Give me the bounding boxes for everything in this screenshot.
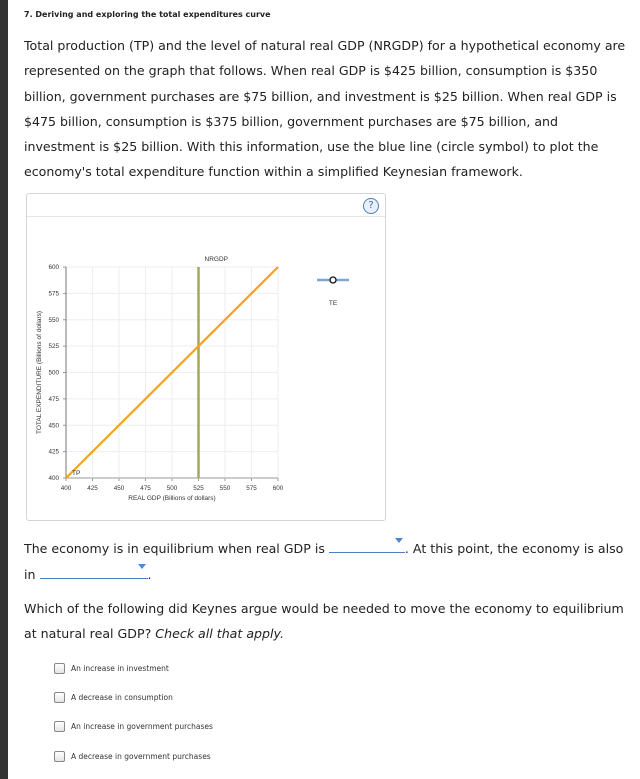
y-tick-label: 575 [48,290,59,298]
option-increase-investment[interactable] [54,663,169,674]
keynes-prompt: Which of the following did Keynes argue would be needed to move the economy to equilibrium at natural real GDP? [24,601,624,642]
x-tick-label: 425 [87,485,98,492]
keynes-instruction: Check all that apply. [155,626,285,642]
y-tick-label: 525 [48,343,59,351]
checkbox[interactable] [54,721,65,732]
option-label: An increase in investment [71,664,169,673]
x-axis-label: REAL GDP (Billions of dollars) [128,495,216,502]
y-tick-label: 600 [48,264,59,271]
te-circle-icon[interactable] [330,277,336,283]
y-tick-label: 500 [48,369,59,377]
left-sidebar-bar [0,0,8,779]
economy-state-dropdown[interactable] [40,564,148,579]
x-tick-label: 450 [113,485,125,492]
x-tick-label: 550 [219,485,231,492]
equilibrium-gdp-dropdown[interactable] [329,538,405,553]
checkbox[interactable] [54,751,65,762]
graph-panel [26,193,386,521]
y-axis-label: TOTAL EXPENDITURE (Billions of dollars) [36,310,43,435]
help-icon[interactable]: ? [363,198,379,214]
option-label: A decrease in consumption [71,693,173,702]
y-tick-label: 425 [48,448,59,456]
y-tick-label: 450 [48,422,59,430]
option-decrease-consumption[interactable] [54,692,173,703]
question-title: 7. Deriving and exploring the total expenditures curve [24,10,271,19]
equilibrium-text-3: in [24,567,36,582]
option-label: A decrease in government purchases [71,752,211,761]
option-label: An increase in government purchases [71,722,213,731]
graph-chart[interactable] [27,194,385,520]
chevron-down-icon [395,538,403,543]
chevron-down-icon [138,564,146,569]
keynes-question [24,596,634,647]
nrgdp-label: NRGDP [204,256,228,263]
equilibrium-text-2: . At this point, the economy is also [404,541,624,556]
y-tick-label: 550 [48,316,59,324]
tp-label: TP [72,470,81,477]
option-decrease-government-purchases[interactable] [54,751,211,762]
equilibrium-text-4: . [147,567,152,582]
x-tick-label: 525 [193,485,204,492]
option-increase-government-purchases[interactable] [54,721,213,732]
checkbox[interactable] [54,692,65,703]
equilibrium-question [24,536,634,588]
x-tick-label: 400 [60,485,72,492]
equilibrium-text-1: The economy is in equilibrium when real GDP is [24,541,325,556]
x-tick-label: 500 [166,485,178,492]
question-text: Total production (TP) and the level of natural real GDP (NRGDP) for a hypothetical economy are represented on the graph that follows. When real GDP is $425 billion, consumption is $350 billion, government purchases are $75 billion, and investment is $25 billion. When real GDP is $475 billion, consumption is $375 billion, government purchases are $75 billion, and investment is $25 billion. With this information, use the blue line (circle symbol) to plot the economy's total expenditure function within a simplified Keynesian framework. [24,38,626,180]
checkbox[interactable] [54,663,65,674]
x-tick-label: 575 [246,485,257,492]
y-tick-label: 400 [48,475,59,482]
te-legend-label: TE [328,300,338,307]
y-tick-label: 475 [48,395,59,403]
x-tick-label: 475 [140,485,151,492]
x-tick-label: 600 [272,485,284,492]
